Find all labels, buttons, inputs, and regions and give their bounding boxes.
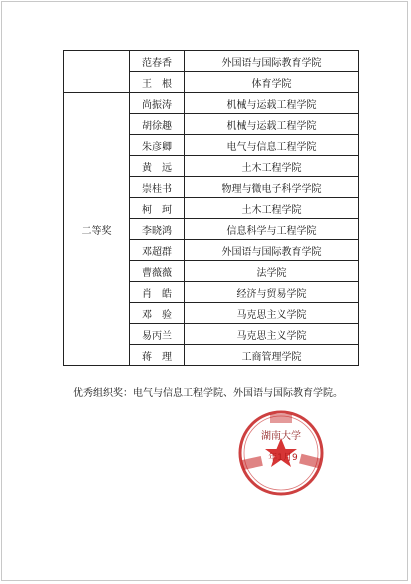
winner-name: 肖 皓 — [130, 282, 185, 303]
award-tier-cell — [64, 51, 130, 93]
winner-college: 物理与微电子科学学院 — [185, 177, 359, 198]
winner-name: 李晓鸿 — [130, 219, 185, 240]
award-tier-cell: 二等奖 — [64, 93, 130, 366]
winner-name: 朱彦卿 — [130, 135, 185, 156]
winner-college: 外国语与国际教育学院 — [185, 51, 359, 72]
seal-date: 年1月9 — [268, 453, 298, 463]
winner-name: 黄 远 — [130, 156, 185, 177]
winner-name: 尚振涛 — [130, 93, 185, 114]
winner-college: 外国语与国际教育学院 — [185, 240, 359, 261]
winner-college: 土木工程学院 — [185, 198, 359, 219]
winner-college: 信息科学与工程学院 — [185, 219, 359, 240]
winner-college: 体育学院 — [185, 72, 359, 93]
organization-award-line: 优秀组织奖：电气与信息工程学院、外国语与国际教育学院。 — [73, 388, 343, 399]
winner-college: 机械与运载工程学院 — [185, 114, 359, 135]
winner-college: 马克思主义学院 — [185, 303, 359, 324]
winner-name: 范春香 — [130, 51, 185, 72]
winner-name: 曹薇薇 — [130, 261, 185, 282]
winner-college: 马克思主义学院 — [185, 324, 359, 345]
winner-college: 法学院 — [185, 261, 359, 282]
winner-college: 工商管理学院 — [185, 345, 359, 366]
winner-name: 柯 珂 — [130, 198, 185, 219]
winner-college: 土木工程学院 — [185, 156, 359, 177]
table-row — [64, 51, 359, 72]
winner-college: 电气与信息工程学院 — [185, 135, 359, 156]
winner-name: 胡徐趣 — [130, 114, 185, 135]
winner-college: 经济与贸易学院 — [185, 282, 359, 303]
winner-name: 王 根 — [130, 72, 185, 93]
winner-name: 邓超群 — [130, 240, 185, 261]
winner-college: 机械与运载工程学院 — [185, 93, 359, 114]
seal-text: 湖南大学 — [261, 431, 301, 442]
table-row — [64, 93, 359, 114]
winner-name: 易丙兰 — [130, 324, 185, 345]
winner-name: 蒋 理 — [130, 345, 185, 366]
winner-name: 邓 验 — [130, 303, 185, 324]
winner-name: 崇桂书 — [130, 177, 185, 198]
award-table — [63, 50, 359, 366]
